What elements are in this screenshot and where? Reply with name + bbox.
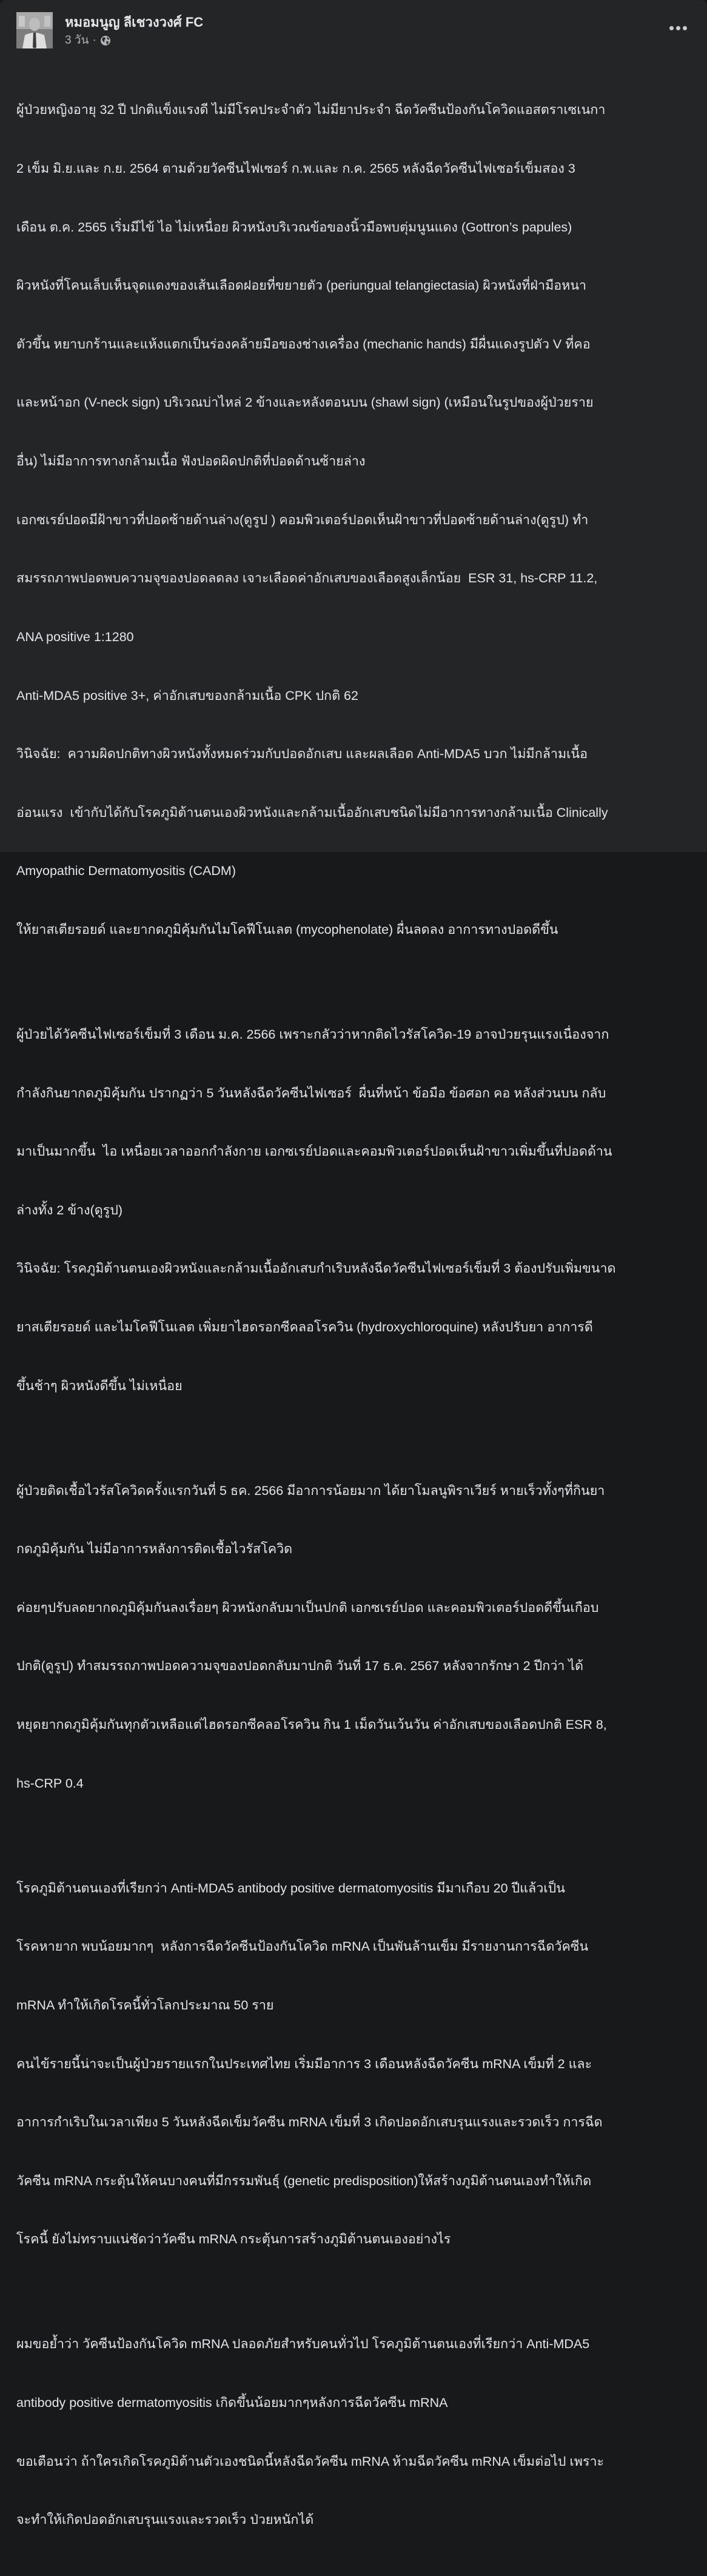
post-header	[16, 12, 203, 48]
text-line: ANA positive 1:1280	[16, 629, 134, 644]
more-options-icon-dot	[669, 26, 674, 30]
text-line: Amyopathic Dermatomyositis (CADM)	[16, 864, 236, 879]
more-options-icon-dot	[676, 26, 680, 30]
text-line: และหน้าอก (V-neck sign) บริเวณบ่าไหล่ 2 ข้างและหลังตอนบน (shawl sign) (เหมือนในรูปของผู้ป่วยราย	[16, 395, 594, 410]
more-options-icon-dot	[683, 26, 687, 30]
text-line: ผิวหนังที่โคนเล็บเห็นจุดแดงของเส้นเลือดฝอยที่ขยายตัว (periungual telangiectasia) ผิวหนังที่ฝ่ามือหนา	[16, 278, 587, 293]
text-line: ยาสเตียรอยด์ และไมโคฟีโนเลต เพิ่มยาไฮดรอกซีคลอโรควิน (hydroxychloroquine) หลังปรับยา อาการดี	[16, 1320, 593, 1334]
globe-icon[interactable]	[100, 35, 111, 46]
text-line: หยุดยากดภูมิคุ้มกันทุกตัวเหลือแต่ไฮดรอกซีคลอโรควิน กิน 1 เม็ดวันเว้นวัน ค่าอักเสบของเลือดปกติ ESR 8,	[16, 1717, 607, 1732]
more-options-button[interactable]	[666, 22, 690, 34]
text-line: เดือน ต.ค. 2565 เริ่มมีไข้ ไอ ไม่เหนื่อย ผิวหนังบริเวณข้อของนิ้วมือพบตุ่มนูนแดง (Gottron’s papules)	[16, 219, 572, 235]
header-text	[65, 12, 203, 48]
text-line: ตัวขึ้น หยาบกร้านและแห้งแตกเป็นร่องคล้ายมือของช่างเครื่อง (mechanic hands) มีผื่นแดงรูปตัว V ที่คอ	[16, 336, 591, 351]
text-line: ปกติ(ดูรูป) ทำสมรรถภาพปอดความจุของปอดกลับมาปกติ วันที่ 17 ธ.ค. 2567 หลังจากรักษา 2 ปีกว่า ได้	[16, 1659, 584, 1674]
text-line: hs-CRP 0.4	[16, 1776, 84, 1791]
text-line: โรคนี้ ยังไม่ทราบแน่ชัดว่าวัคซีน mRNA กระตุ้นการสร้างภูมิต้านตนเองอย่างไร	[16, 2232, 451, 2247]
text-line: 2 เข็ม มิ.ย.และ ก.ย. 2564 ตามด้วยวัคซีนไฟเซอร์ ก.พ.และ ก.ค. 2565 หลังฉีดวัคซีนไฟเซอร์เข็มสอง 3	[16, 161, 575, 176]
text-line: ขึ้นช้าๆ ผิวหนังดีขึ้น ไม่เหนื่อย	[16, 1378, 183, 1393]
avatar[interactable]	[16, 12, 53, 48]
text-line: วินิจฉัย: ความผิดปกติทางผิวหนังทั้งหมดร่วมกับปอดอักเสบ และผลเลือด Anti-MDA5 บวก ไม่มีกล้ามเนื้อ	[16, 747, 588, 762]
text-line: จะทำให้เกิดปอดอักเสบรุนแรงและรวดเร็ว ป่วยหนักได้	[16, 2512, 314, 2528]
text-line: อื่น) ไม่มีอาการทางกล้ามเนื้อ ฟังปอดผิดปกติที่ปอดด้านซ้ายล่าง	[16, 454, 366, 469]
paragraph-case-history	[16, 61, 692, 979]
avatar-photo	[16, 12, 53, 48]
text-line: mRNA ทำให้เกิดโรคนี้ทั่วโลกประมาณ 50 ราย	[16, 1997, 274, 2012]
paragraph-covid-infection-recovery	[16, 1442, 692, 1832]
text-line: คนไข้รายนี้น่าจะเป็นผู้ป่วยรายแรกในประเทศไทย เริ่มมีอาการ 3 เดือนหลังฉีดวัคซีน mRNA เข็มที่ 2 และ	[16, 2056, 592, 2071]
text-line: ล่างทั้ง 2 ข้าง(ดูรูป)	[16, 1202, 123, 1217]
text-line: โรคหายาก พบน้อยมากๆ หลังการฉีดวัคซีนป้องกันโควิด mRNA เป็นพันล้านเข็ม มีรายงานการฉีดวัคซีน	[16, 1939, 589, 1954]
text-line: ผมขอย้ำว่า วัคซีนป้องกันโควิด mRNA ปลอดภัยสำหรับคนทั่วไป โรคภูมิต้านตนเองที่เรียกว่า Anti-MDA5	[16, 2337, 590, 2352]
text-line: ผู้ป่วยได้วัคซีนไฟเซอร์เข็มที่ 3 เดือน ม.ค. 2566 เพราะกลัวว่าหากติดไวรัสโควิด-19 อาจป่วยรุนแรงเนื่องจาก	[16, 1027, 609, 1042]
paragraph-third-dose-flare	[16, 986, 692, 1435]
text-line: กำลังกินยากดภูมิคุ้มกัน ปรากฏว่า 5 วันหลังฉีดวัคซีนไฟเซอร์ ผื่นที่หน้า ข้อมือ ข้อศอก คอ หลังส่วนบน กลับ	[16, 1085, 606, 1100]
text-line: ผู้ป่วยหญิงอายุ 32 ปี ปกติแข็งแรงดี ไม่มีโรคประจำตัว ไม่มียาประจำ ฉีดวัคซีนป้องกันโควิดแอสตราเซเนกา	[16, 102, 606, 118]
post-body	[16, 61, 692, 2576]
paragraph-conclusion-warning	[16, 2295, 692, 2569]
text-line: เอกซเรย์ปอดมีฝ้าขาวที่ปอดซ้ายด้านล่าง(ดูรูป ) คอมพิวเตอร์ปอดเห็นฝ้าขาวที่ปอดซ้ายด้านล่าง(ดูรูป) ทำ	[16, 512, 589, 527]
text-line: กดภูมิคุ้มกัน ไม่มีอาการหลังการติดเชื้อไวรัสโควิด	[16, 1542, 293, 1557]
author-name[interactable]: หมอมนูญ ลีเชวงวงศ์ FC	[65, 15, 204, 30]
text-line: ขอเตือนว่า ถ้าใครเกิดโรคภูมิต้านตัวเองชนิดนี้หลังฉีดวัคซีน mRNA ห้ามฉีดวัคซีน mRNA เข็มต่อไป เพราะ	[16, 2454, 605, 2469]
text-line: อาการกำเริบในเวลาเพียง 5 วันหลังฉีดเข็มวัคซีน mRNA เข็มที่ 3 เกิดปอดอักเสบรุนแรงและรวดเร็ว การฉีด	[16, 2115, 603, 2130]
text-line: มาเป็นมากขึ้น ไอ เหนื่อยเวลาออกกำลังกาย เอกซเรย์ปอดและคอมพิวเตอร์ปอดเห็นฝ้าขาวเพิ่มขึ้นที่ปอดด้าน	[16, 1144, 612, 1159]
text-line: antibody positive dermatomyositis เกิดขึ้นน้อยมากๆหลังการฉีดวัคซีน mRNA	[16, 2395, 448, 2410]
text-line: สมรรถภาพปอดพบความจุของปอดลดลง เจาะเลือดค่าอักเสบของเลือดสูงเล็กน้อย ESR 31, hs-CRP 11.2,	[16, 571, 598, 586]
text-line: ให้ยาสเตียรอยด์ และยากดภูมิคุ้มกันไมโคฟีโนเลต (mycophenolate) ผื่นลดลง อาการทางปอดดีขึ้น	[16, 922, 558, 937]
text-line: ผู้ป่วยติดเชื้อไวรัสโควิดครั้งแรกวันที่ 5 ธค. 2566 มีอาการน้อยมาก ได้ยาโมลนูพิราเวียร์ หายเร็วทั้งๆที่กินยา	[16, 1483, 605, 1498]
post-timestamp[interactable]: 3 วัน	[65, 34, 89, 47]
text-line: อ่อนแรง เข้ากับได้กับโรคภูมิต้านตนเองผิวหนังและกล้ามเนื้ออักเสบชนิดไม่มีอาการทางกล้ามเนื้อ Clinically	[16, 805, 608, 820]
text-line: โรคภูมิต้านตนเองที่เรียกว่า Anti-MDA5 antibody positive dermatomyositis มีมาเกือบ 20 ปีแล้วเป็น	[16, 1880, 565, 1895]
post-meta	[65, 33, 203, 48]
text-line: วินิจฉัย: โรคภูมิต้านตนเองผิวหนังและกล้ามเนื้ออักเสบกำเริบหลังฉีดวัคซีนไฟเซอร์เข็มที่ 3 ต้องปรับเพิ่มขนาด	[16, 1261, 616, 1276]
text-line: Anti-MDA5 positive 3+, ค่าอักเสบของกล้ามเนื้อ CPK ปกติ 62	[16, 688, 358, 703]
text-line: วัคซีน mRNA กระตุ้นให้คนบางคนที่มีกรรมพันธุ์ (genetic predisposition)ให้สร้างภูมิต้านตนเองทำให้เกิด	[16, 2173, 592, 2188]
text-line: ค่อยๆปรับลดยากดภูมิคุ้มกันลงเรื่อยๆ ผิวหนังกลับมาเป็นปกติ เอกซเรย์ปอด และคอมพิวเตอร์ปอดดีขึ้นเกือบ	[16, 1600, 599, 1615]
meta-separator: ·	[92, 34, 96, 47]
paragraph-disease-background	[16, 1839, 692, 2288]
